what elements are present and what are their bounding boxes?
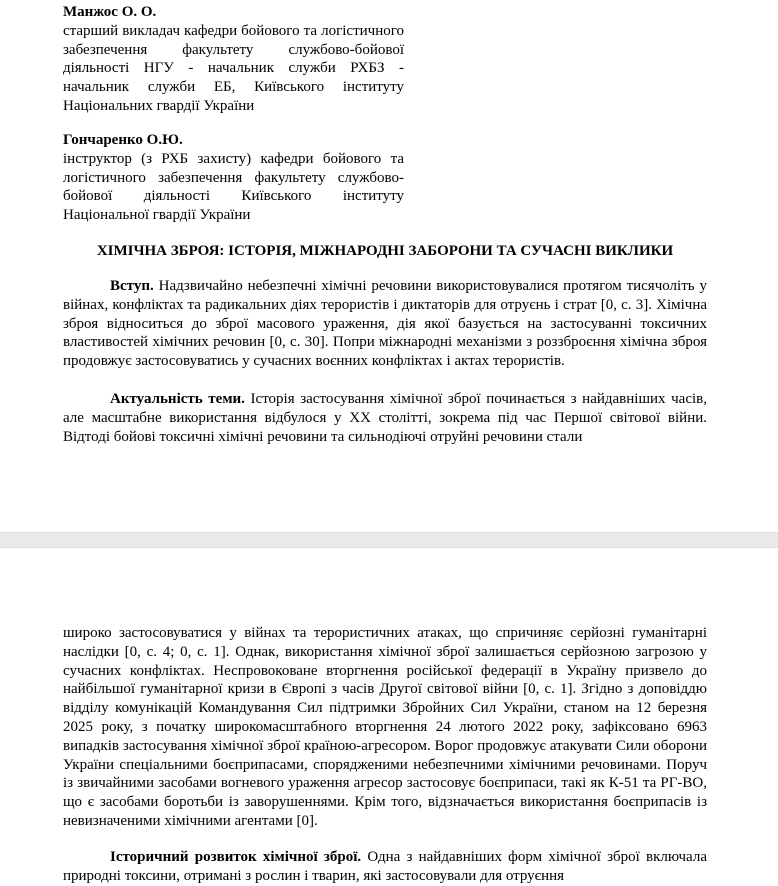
author-affiliation-1: старший викладач кафедри бойового та логістичного забезпечення факультету службово-бойової діяльності НГУ - начальник служби РХБЗ - начальник служби ЕБ, Київського інституту Національних гвардії України (63, 22, 404, 114)
author-block-1 (63, 3, 404, 116)
intro-paragraph (63, 277, 707, 371)
intro-text: Надзвичайно небезпечні хімічні речовини використовувалися протягом тисячоліть у війнах, конфліктах та радикальних діях терористів і диктаторів для отруєнь і страт [0, с. 3]. Хімічна зброя відноситься до зброї масового ураження, дія якої базується на застосуванні токсичних властивостей хімічних речовин [0, с. 30]. Попри міжнародні механізми з роззброєння хімічна зброя продовжує застосовуватись у сучасних воєнних конфліктах і актах терористів. (63, 278, 707, 370)
history-text: Одна з найдавніших форм хімічної зброї включала природні токсини, отримані з рослин і тварин, які застосовували для отруєння (63, 849, 707, 884)
author-name-2: Гончаренко О.Ю. (63, 132, 183, 148)
continuation-text: широко застосовуватися у війнах та терористичних атаках, що спричиняє серйозні гуманітарні наслідки [0, с. 4; 0, с. 1]. Однак, використання хімічної зброї залишається серйозною загрозою у сучасних конфліктах. Неспровоковане вторгнення російської федерації в Україну призвело до найбільшої гуманітарної кризи в Європі з часів Другої світової війни [0, с. 1]. Згідно з доповіддю відділу комунікацій Командування Сил підтримки Збройних Сил України, станом на 12 березня 2025 року, з початку широкомасштабного вторгнення 24 лютого 2022 року, зафіксовано 6963 випадків застосування хімічної зброї країною-агресором. Ворог продовжує атакувати Сили оборони України спеціальними боєприпасами, спорядженими небезпечними хімічними речовинами. Поруч із звичайними засобами вогневого ураження агресор застосовує боєприпаси, такі як К-51 та РГ-ВО, що є засобами боротьби із заворушеннями. Крім того, відзначається використання боєприпасів із невизначеними хімічними агентами [0]. (63, 625, 707, 829)
history-lead: Історичний розвиток хімічної зброї. (110, 849, 362, 865)
page-lower (0, 548, 778, 885)
page-separator (0, 532, 778, 548)
continuation-paragraph (63, 624, 707, 831)
intro-lead: Вступ. (110, 278, 154, 294)
author-name-1: Манжос О. О. (63, 4, 157, 20)
article-title: ХІМІЧНА ЗБРОЯ: ІСТОРІЯ, МІЖНАРОДНІ ЗАБОРОНИ ТА СУЧАСНІ ВИКЛИКИ (96, 243, 674, 259)
relevance-lead: Актуальність теми. (110, 391, 245, 407)
author-block-2 (63, 131, 404, 225)
author-affiliation-2: інструктор (з РХБ захисту) кафедри бойового та логістичного забезпечення факультету службово-бойової діяльності Київського інституту Національної гвардії України (63, 150, 404, 224)
relevance-text: Історія застосування хімічної зброї починається з найдавніших часів, але масштабне використання відбулося у ХХ столітті, зокрема під час Першої світової війни. Відтоді бойові токсичні хімічні речовини та сильнодіючі отруйні речовини стали (63, 391, 707, 445)
relevance-paragraph (63, 390, 707, 446)
history-paragraph (63, 848, 707, 886)
